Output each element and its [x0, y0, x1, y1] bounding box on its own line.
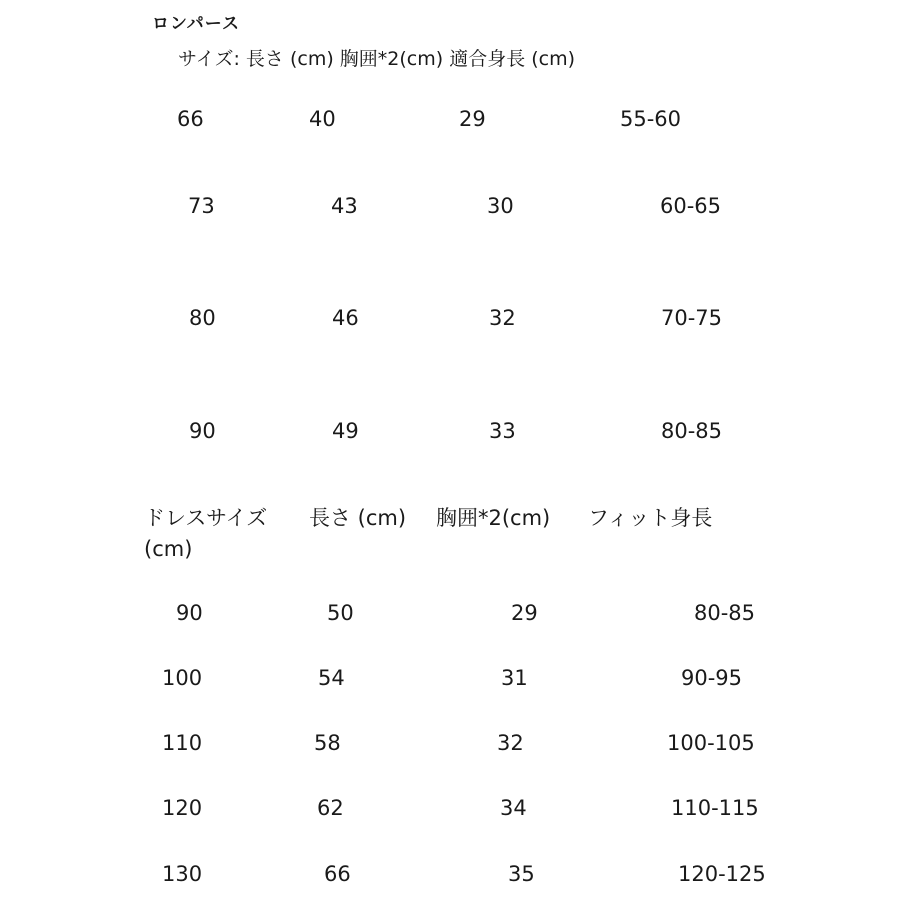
dress-size-cell: 110: [162, 731, 203, 755]
dress-size-cell: 120: [162, 796, 203, 820]
dress-chest-cell: 29: [511, 601, 538, 625]
romper-length-cell: 43: [331, 194, 358, 218]
dress-length-cell: 58: [314, 731, 341, 755]
dress-length-header: 長さ (cm): [309, 506, 407, 530]
dress-length-cell: 54: [318, 666, 345, 690]
romper-height-cell: 60-65: [660, 194, 722, 218]
dress-chest-header: 胸囲*2(cm): [436, 506, 551, 530]
romper-length-cell: 46: [332, 306, 359, 330]
romper-length-cell: 40: [309, 107, 336, 131]
dress-size-header: ドレスサイズ: [144, 506, 268, 530]
romper-chest-cell: 30: [487, 194, 514, 218]
dress-height-cell: 80-85: [694, 601, 756, 625]
romper-length-cell: 49: [332, 419, 359, 443]
dress-chest-cell: 35: [508, 862, 535, 886]
dress-height-cell: 90-95: [681, 666, 743, 690]
romper-chest-cell: 32: [489, 306, 516, 330]
romper-title: ロンパース: [152, 14, 240, 34]
dress-size-unit: (cm): [144, 537, 193, 561]
romper-height-cell: 70-75: [661, 306, 723, 330]
dress-length-cell: 62: [317, 796, 344, 820]
dress-height-cell: 100-105: [667, 731, 755, 755]
dress-size-cell: 100: [162, 666, 203, 690]
romper-chest-cell: 29: [459, 107, 486, 131]
dress-size-cell: 90: [176, 601, 203, 625]
dress-height-cell: 120-125: [678, 862, 766, 886]
dress-chest-cell: 31: [501, 666, 528, 690]
romper-size-cell: 90: [189, 419, 216, 443]
romper-size-cell: 73: [188, 194, 215, 218]
romper-size-header: サイズ: 長さ (cm) 胸囲*2(cm) 適合身長 (cm): [178, 48, 576, 70]
romper-height-cell: 80-85: [661, 419, 723, 443]
romper-chest-cell: 33: [489, 419, 516, 443]
dress-chest-cell: 34: [500, 796, 527, 820]
romper-size-cell: 80: [189, 306, 216, 330]
romper-height-cell: 55-60: [620, 107, 682, 131]
dress-height-header: フィット身長: [588, 506, 713, 530]
dress-length-cell: 66: [324, 862, 351, 886]
dress-chest-cell: 32: [497, 731, 524, 755]
dress-length-cell: 50: [327, 601, 354, 625]
dress-height-cell: 110-115: [671, 796, 759, 820]
romper-size-cell: 66: [177, 107, 204, 131]
dress-size-cell: 130: [162, 862, 203, 886]
